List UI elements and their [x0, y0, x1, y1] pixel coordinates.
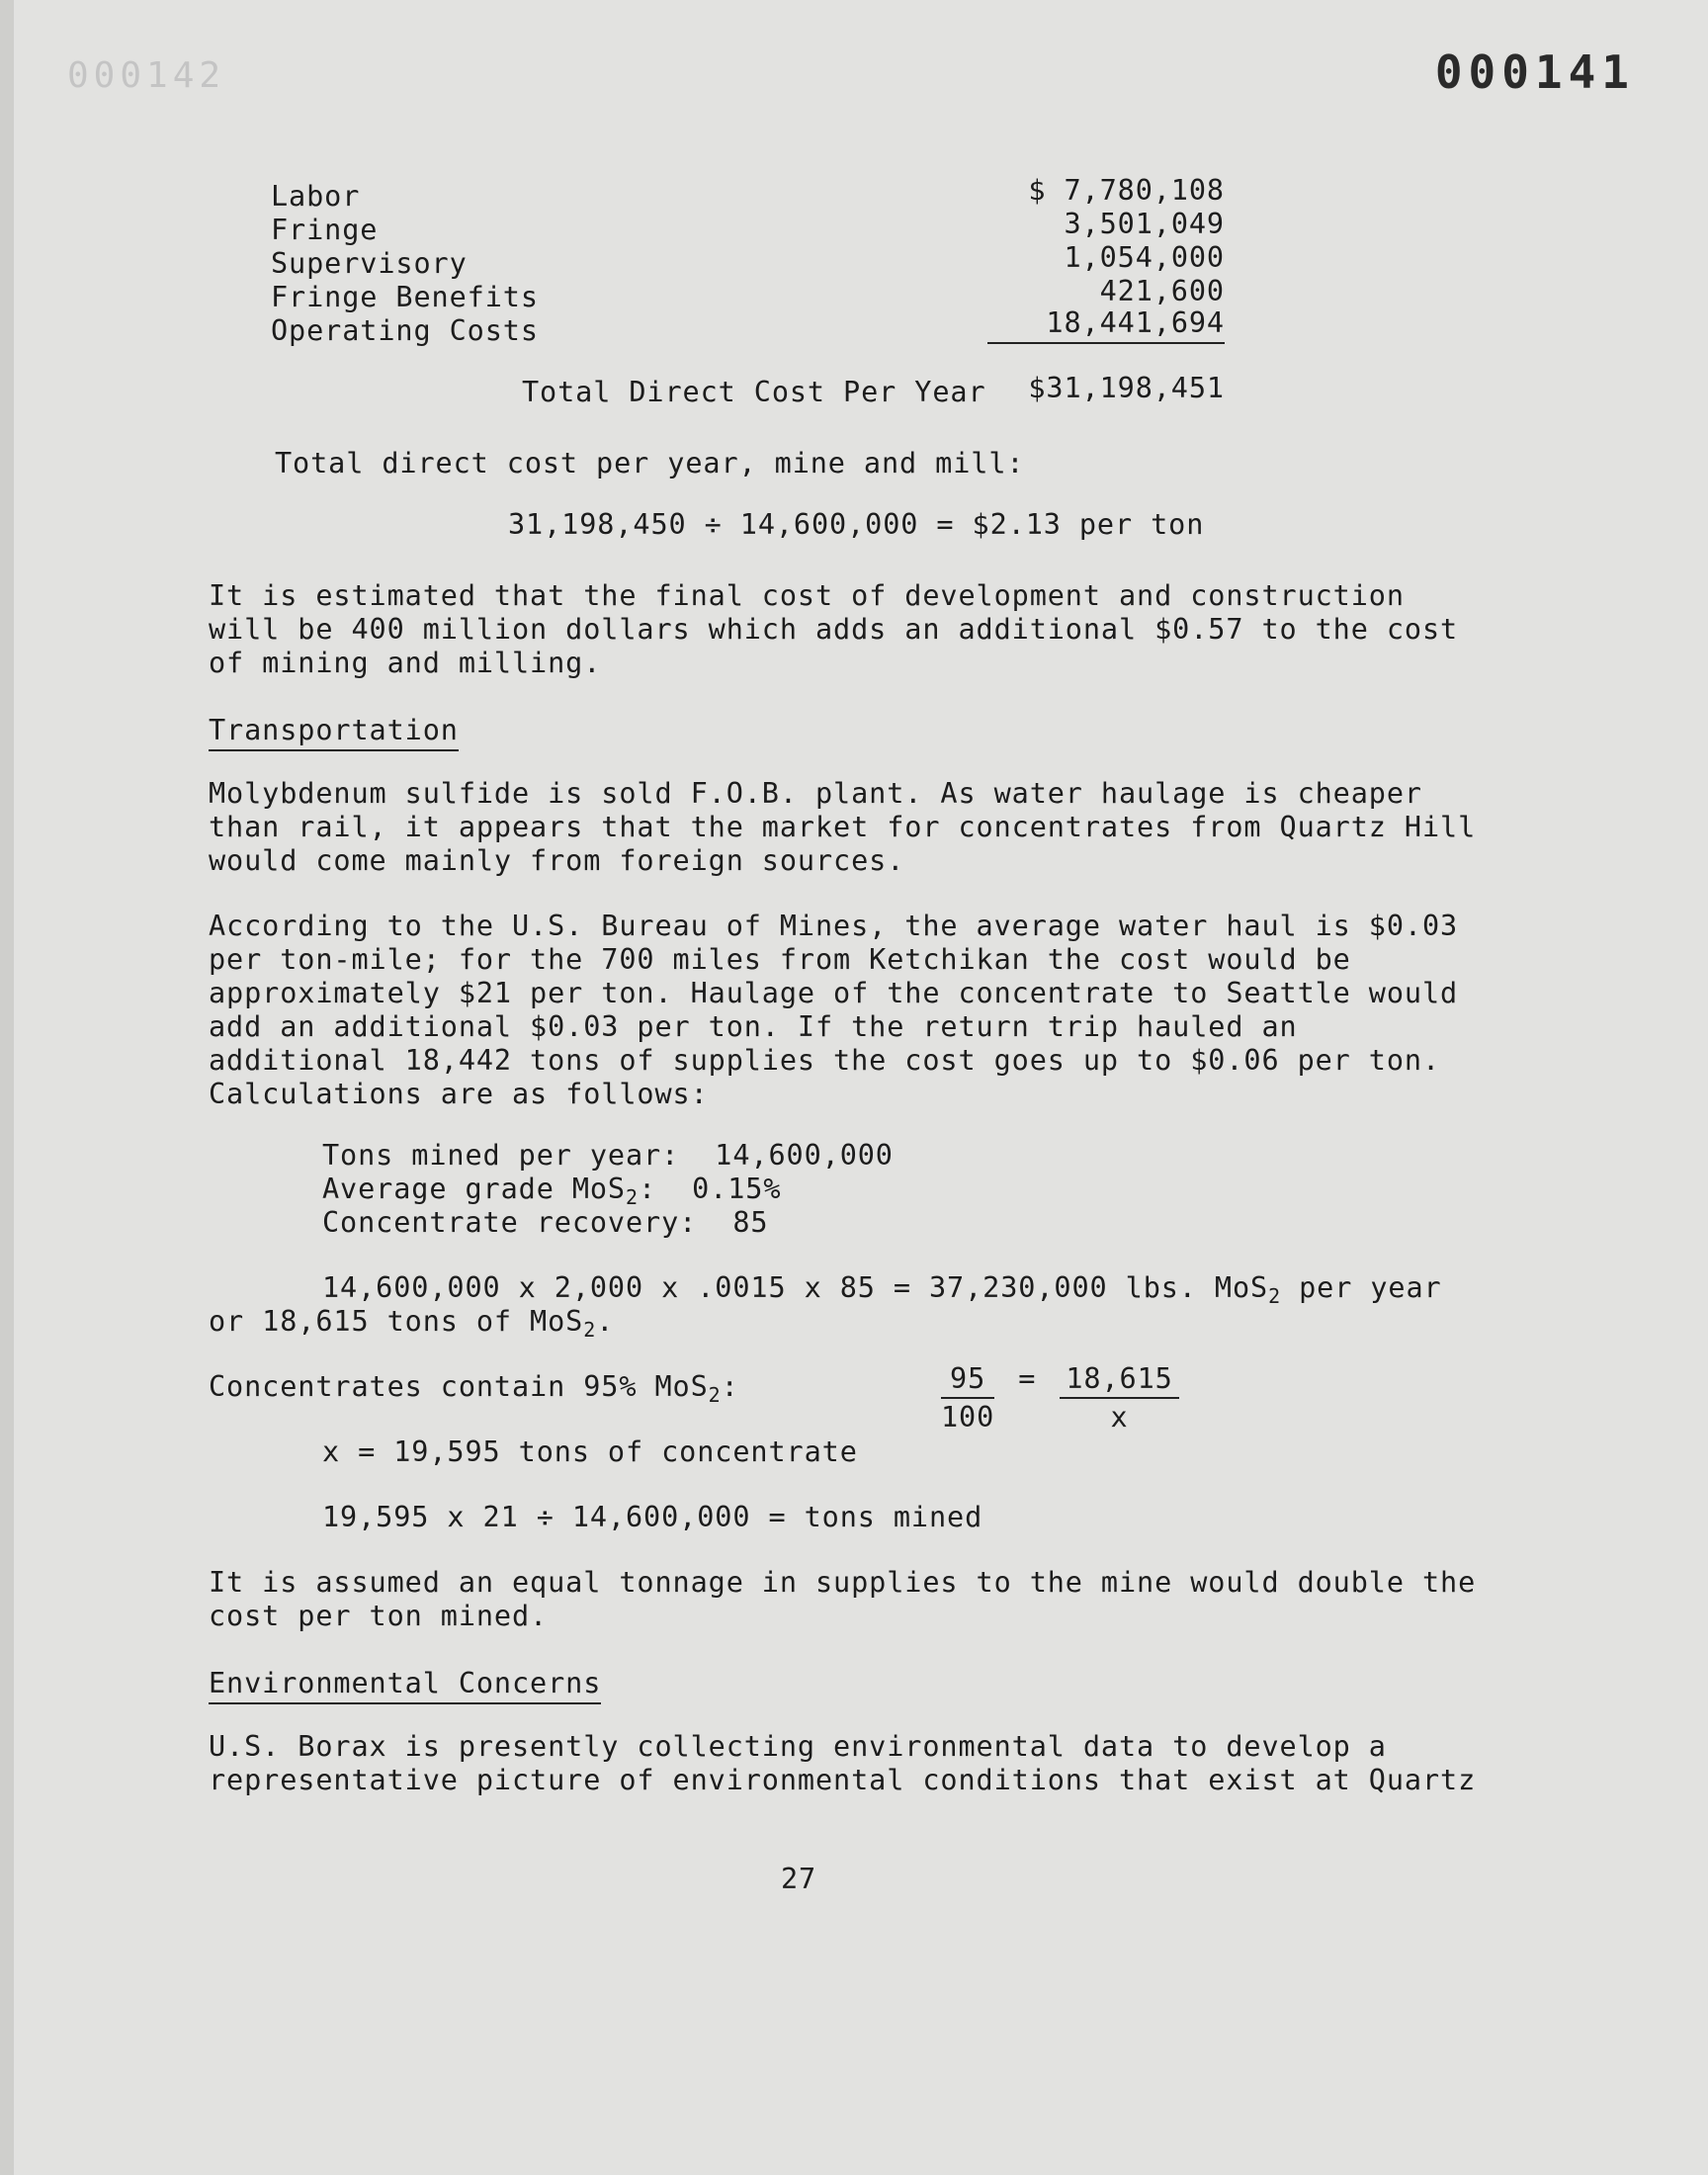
- fraction-left-denominator: 100: [941, 1401, 995, 1434]
- environmental-heading: Environmental Concerns: [209, 1667, 601, 1704]
- total-amount: $31,198,451: [1028, 372, 1225, 404]
- transportation-paragraph-1: Molybdenum sulfide is sold F.O.B. plant. As water haulage is cheaper than rail, it appears that the market for concentrates from Quartz Hill would come mainly from foreign sources.: [209, 777, 1477, 877]
- page-number: 27: [781, 1863, 817, 1895]
- cost-amount-labor: $ 7,780,108: [1028, 174, 1225, 207]
- cost-amount-fringe-benefits: 421,600: [1099, 275, 1225, 307]
- concentrates-line: Concentrates contain 95% MoS$_2$:: [209, 1370, 739, 1407]
- per-ton-calc: 31,198,450 ÷ 14,600,000 = $2.13 per ton: [508, 508, 1205, 541]
- supplies-paragraph: It is assumed an equal tonnage in supplies to the mine would double the cost per ton mined.: [209, 1566, 1477, 1632]
- mos2-calc-line: 14,600,000 x 2,000 x .0015 x 85 = 37,230,000 lbs. MoS$_2$ per year: [322, 1271, 1442, 1308]
- transportation-heading: Transportation: [209, 714, 459, 751]
- environmental-paragraph: U.S. Borax is presently collecting environmental data to develop a representative picture of environmental conditions that exist at Quartz: [209, 1730, 1477, 1796]
- mos2-tons-line: or 18,615 tons of MoS$_2$.: [209, 1305, 615, 1342]
- cost-label-fringe: Fringe: [271, 214, 379, 246]
- average-grade-line: Average grade MoS$_2$: 0.15%: [322, 1173, 782, 1209]
- x-result-line: x = 19,595 tons of concentrate: [322, 1436, 858, 1468]
- equals-sign: =: [1018, 1362, 1037, 1395]
- fraction-right-denominator: x: [1110, 1401, 1129, 1434]
- cost-label-labor: Labor: [271, 180, 361, 213]
- document-number: 000141: [1434, 45, 1635, 99]
- tons-mined-calc-line: 19,595 x 21 ÷ 14,600,000 = tons mined: [322, 1501, 983, 1533]
- cost-label-operating: Operating Costs: [271, 314, 539, 347]
- fraction-right-numerator: 18,615: [1060, 1362, 1178, 1399]
- mine-mill-label: Total direct cost per year, mine and mill:: [275, 447, 1025, 479]
- cost-amount-fringe: 3,501,049: [1064, 208, 1225, 240]
- cost-label-fringe-benefits: Fringe Benefits: [271, 281, 539, 313]
- ratio-equation: [941, 1362, 1179, 1434]
- total-label: Total Direct Cost Per Year: [522, 376, 986, 408]
- tons-mined-line: Tons mined per year: 14,600,000: [322, 1139, 894, 1172]
- cost-label-supervisory: Supervisory: [271, 247, 468, 280]
- scan-edge: [0, 0, 14, 2175]
- cost-amount-supervisory: 1,054,000: [1064, 241, 1225, 274]
- cost-amount-operating: 18,441,694: [987, 306, 1225, 344]
- faint-doc-number: 000142: [67, 55, 226, 96]
- fraction-left: [941, 1362, 994, 1434]
- fraction-left-numerator: 95: [941, 1362, 994, 1399]
- transportation-paragraph-2: According to the U.S. Bureau of Mines, the average water haul is $0.03 per ton-mile; for the 700 miles from Ketchikan the cost would be approximately $21 per ton. Haulage of the concentrate to Seattle would add an additional $0.03 per ton. If the return trip hauled an additional 18,442 tons of supplies the cost goes up to $0.06 per ton. Calculations are as follows:: [209, 910, 1459, 1110]
- recovery-line: Concentrate recovery: 85: [322, 1206, 769, 1239]
- development-paragraph: It is estimated that the final cost of development and construction will be 400 million dollars which adds an additional $0.57 to the cost of mining and milling.: [209, 579, 1459, 679]
- fraction-right: [1060, 1362, 1178, 1434]
